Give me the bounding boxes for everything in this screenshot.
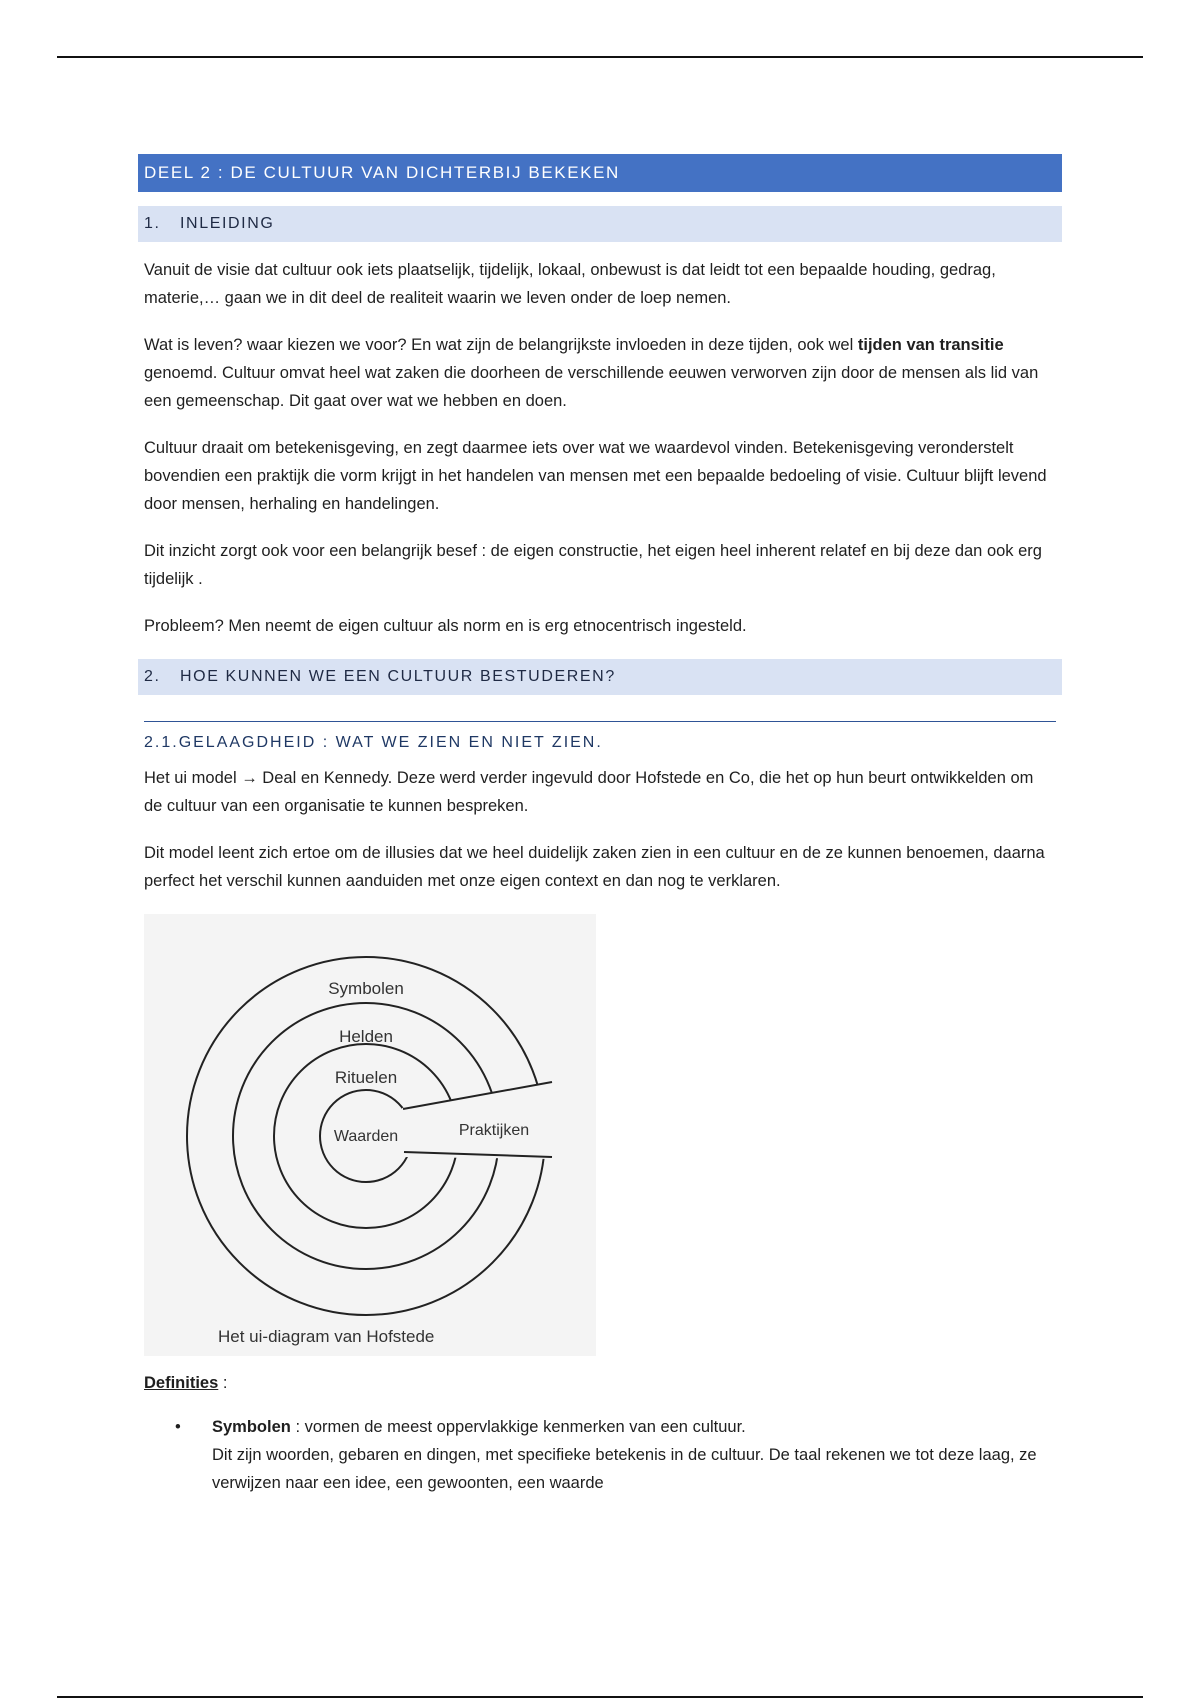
section-heading-bestuderen [138,659,1062,695]
label-helden: Helden [339,1027,393,1046]
subheading-rule [144,721,1056,722]
wedge-fill [402,1082,552,1159]
page-content [138,154,1062,1497]
onion-diagram-svg [144,914,596,1356]
header-rule [57,56,1143,58]
section-title: HOE KUNNEN WE EEN CULTUUR BESTUDEREN? [180,668,616,685]
label-rituelen: Rituelen [334,1068,398,1087]
definitions-title: Definities [144,1374,219,1392]
paragraph: Cultuur draait om betekenisgeving, en zegt daarmee iets over wat we waardevol vinden. Betekenisgeving veronderstelt bovendien een praktijk die vorm krijgt in het handelen van mensen met een bepaalde bedoeling of visie. Cultuur blijft levend door mensen, herhaling en handelingen. [144,439,1047,513]
part-heading: DEEL 2 : DE CULTUUR VAN DICHTERBIJ BEKEKEN [138,154,1062,192]
section-heading-inleiding [138,206,1062,242]
definition-text: : vormen de meest oppervlakkige kenmerken van een cultuur. [290,1418,746,1436]
paragraph [144,331,1056,415]
definition-text-continued: Dit zijn woorden, gebaren en dingen, met specifieke betekenis in de cultuur. De taal rekenen we tot deze laag, ze verwijzen naar een idee, een gewoonten, een waarde [212,1446,1037,1492]
text-run: genoemd. Cultuur omvat heel wat zaken die doorheen de verschillende eeuwen verworven zijn door de mensen als lid van een gemeenschap. Dit gaat over wat we hebben en doen. [144,364,1039,410]
bold-text: tijden van transitie [857,336,1004,354]
paragraph: Het ui model → Deal en Kennedy. Deze werd verder ingevuld door Hofstede en Co, die het op hun beurt ontwikkelden om de cultuur van een organisatie te kunnen bespreken. [144,769,1034,815]
section-number: 1. [144,215,161,232]
list-item [175,1413,1052,1497]
paragraph: Dit inzicht zorgt ook voor een belangrijk besef : de eigen constructie, het eigen heel inherent relatef en bij deze dan ook erg tijdelijk . [144,542,1042,588]
label-waarden: Waarden [333,1128,399,1145]
label-praktijken: Praktijken [458,1122,530,1139]
label-symbolen: Symbolen [328,979,404,998]
footer-rule [57,1696,1143,1698]
section-title: INLEIDING [180,215,275,232]
bullet-icon: • [175,1418,181,1436]
text-run: Wat is leven? waar kiezen we voor? En wat zijn de belangrijkste invloeden in deze tijden, ook wel [144,336,858,354]
diagram-caption: Het ui-diagram van Hofstede [218,1327,435,1346]
definitions-suffix: : [218,1374,228,1392]
subsection-heading: 2.1.GELAAGDHEID : WAT WE ZIEN EN NIET ZIEN. [144,734,603,751]
paragraph: Dit model leent zich ertoe om de illusies dat we heel duidelijk zaken zien in een cultuur en de ze kunnen benoemen, daarna perfect het verschil kunnen aanduiden met onze eigen context en dan nog te verklaren. [144,844,1045,890]
onion-diagram [144,914,596,1356]
definitions-list [138,1413,1062,1497]
definition-term: Symbolen [212,1418,291,1436]
definitions-heading [144,1374,1062,1393]
paragraph: Vanuit de visie dat cultuur ook iets plaatselijk, tijdelijk, lokaal, onbewust is dat leidt tot een bepaalde houding, gedrag, materie,… gaan we in dit deel de realiteit waarin we leven onder de loep nemen. [144,261,996,307]
section-number: 2. [144,668,161,685]
paragraph: Probleem? Men neemt de eigen cultuur als norm en is erg etnocentrisch ingesteld. [144,617,747,635]
